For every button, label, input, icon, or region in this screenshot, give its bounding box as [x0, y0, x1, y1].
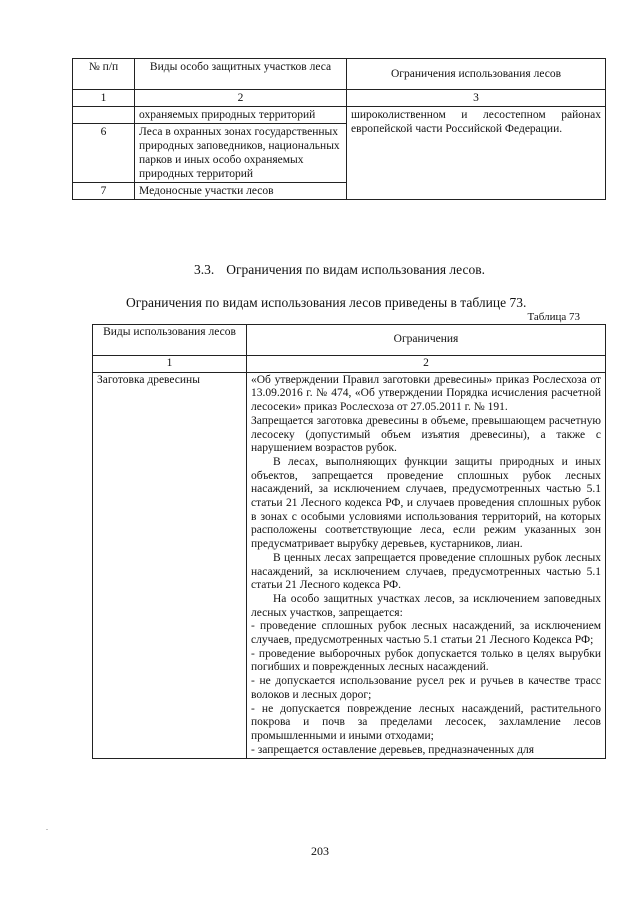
restrictions-cell — [247, 372, 606, 759]
header-restrictions: Ограничения — [247, 325, 606, 356]
header-num: № п/п — [73, 59, 135, 90]
list-item: - не допускается использование русел рек и ручьев в качестве трасс волоков и лесных дорог; — [251, 675, 601, 701]
list-item: - проведение выборочных рубок допускается только в целях вырубки погибших и поврежденных лесных насаждений. — [251, 647, 601, 674]
section-heading — [194, 262, 485, 278]
page-number: 203 — [311, 844, 329, 858]
section-number: 3.3. — [194, 262, 215, 277]
header-usage-type: Виды использования лесов — [93, 325, 247, 356]
row-name: Леса в охранных зонах государственных природных заповедников, национальных парков и иных особо охраняемых природных территорий — [135, 124, 347, 183]
restriction-cell: широколиственном и лесостепном районах европейской части Российской Федерации. — [347, 107, 606, 200]
colnum-2: 2 — [247, 356, 606, 373]
colnum-1: 1 — [93, 356, 247, 373]
row-num — [73, 107, 135, 124]
table-73 — [92, 324, 606, 759]
paragraph: Запрещается заготовка древесины в объеме, превышающем расчетную лесосеку (допустимый объем изъятия древесины), а также с нарушением возрастов рубок. — [251, 414, 601, 455]
table-row — [73, 107, 606, 124]
table-1 — [72, 58, 606, 200]
section-title: Ограничения по видам использования лесов. — [226, 262, 485, 277]
header-area-type: Виды особо защитных участков леса — [135, 59, 347, 90]
table-label: Таблица 73 — [527, 311, 580, 323]
list-item: - проведение сплошных рубок лесных насаждений, за исключением случаев, предусмотренных частью 5.1 статьи 21 Лесного Кодекса РФ; — [251, 620, 601, 647]
table-73-colnum-row — [93, 356, 606, 373]
table-1-colnum-row — [73, 90, 606, 107]
table-row — [93, 372, 606, 759]
paragraph: В лесах, выполняющих функции защиты природных и иных объектов, запрещается проведение сплошных рубок лесных насаждений, за исключением случаев, предусмотренных частью 5.1 статьи 21 Лесного кодекса РФ, и случаев проведения сплошных рубок в зонах с особыми условиями использования территорий, на которых расположены соответствующие леса, если режим указанных зон предусматривает вырубку деревьев, кустарников, лиан. — [251, 455, 601, 551]
header-restrictions: Ограничения использования лесов — [347, 59, 606, 90]
scan-mark: . — [46, 823, 48, 832]
row-num: 7 — [73, 183, 135, 200]
paragraph: «Об утверждении Правил заготовки древесины» приказ Рослесхоза от 13.09.2016 г. № 474, «Об утверждении Порядка исчисления расчетной лесосеки» приказ Рослесхоза от 27.05.2011 г. № 191. — [251, 373, 601, 414]
row-num: 6 — [73, 124, 135, 183]
paragraph: В ценных лесах запрещается проведение сплошных рубок лесных насаждений, за исключением случаев, предусмотренных частью 5.1 статьи 21 Лесного кодекса РФ. — [251, 551, 601, 592]
row-name: Медоносные участки лесов — [135, 183, 347, 200]
paragraph: На особо защитных участках лесов, за исключением заповедных лесных участков, запрещается: — [251, 592, 601, 619]
table-1-header-row — [73, 59, 606, 90]
table-73-header-row — [93, 325, 606, 356]
colnum-3: 3 — [347, 90, 606, 107]
list-item: - не допускается повреждение лесных насаждений, растительного покрова и почв за пределами лесосек, захламление лесов промышленными и иными отходами; — [251, 702, 601, 742]
colnum-2: 2 — [135, 90, 347, 107]
list-item: - запрещается оставление деревьев, предназначенных для — [251, 743, 535, 756]
colnum-1: 1 — [73, 90, 135, 107]
row-name: охраняемых природных территорий — [135, 107, 347, 124]
usage-type-cell: Заготовка древесины — [93, 372, 247, 759]
intro-text: Ограничения по видам использования лесов приведены в таблице 73. — [126, 295, 527, 310]
